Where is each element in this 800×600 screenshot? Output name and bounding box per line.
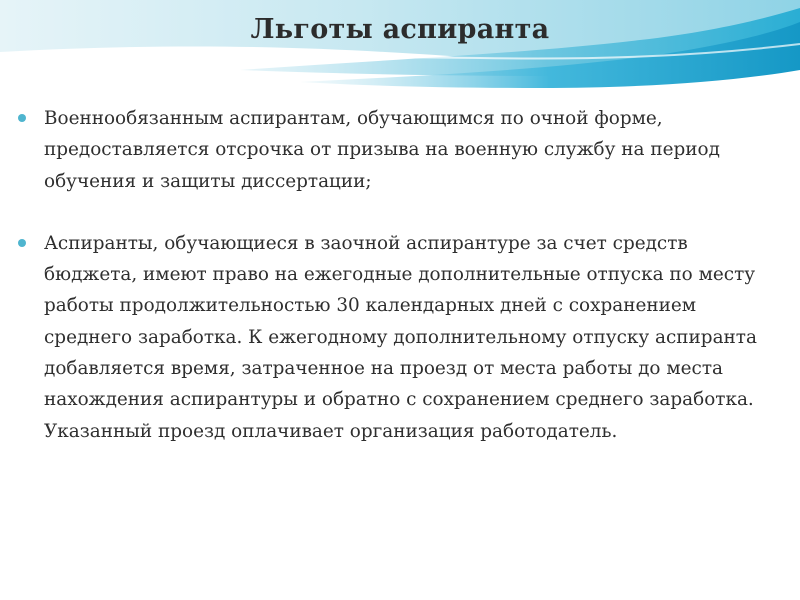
bullet-item <box>18 103 778 197</box>
bullet-dot-icon <box>18 239 26 247</box>
bullet-text: Военнообязанным аспирантам, обучающимся по очной форме, предоставляется отсрочка от призыва на военную службу на период обучения и защиты диссертации; <box>44 108 720 192</box>
bullet-dot-icon <box>18 114 26 122</box>
bullet-item <box>18 228 778 447</box>
slide-title: Льготы аспиранта <box>250 14 550 45</box>
bullet-list <box>18 103 778 478</box>
bullet-text: Аспиранты, обучающиеся в заочной аспирантуре за счет средств бюджета, имеют право на ежегодные дополнительные отпуска по месту работы продолжительностью 30 календарных дней с сохранением среднего заработка. К ежегодному дополнительному отпуску аспиранта добавляется время, затраченное на проезд от места работы до места нахождения аспирантуры и обратно с сохранением среднего заработка. Указанный проезд оплачивает организация работодатель. <box>44 232 757 442</box>
